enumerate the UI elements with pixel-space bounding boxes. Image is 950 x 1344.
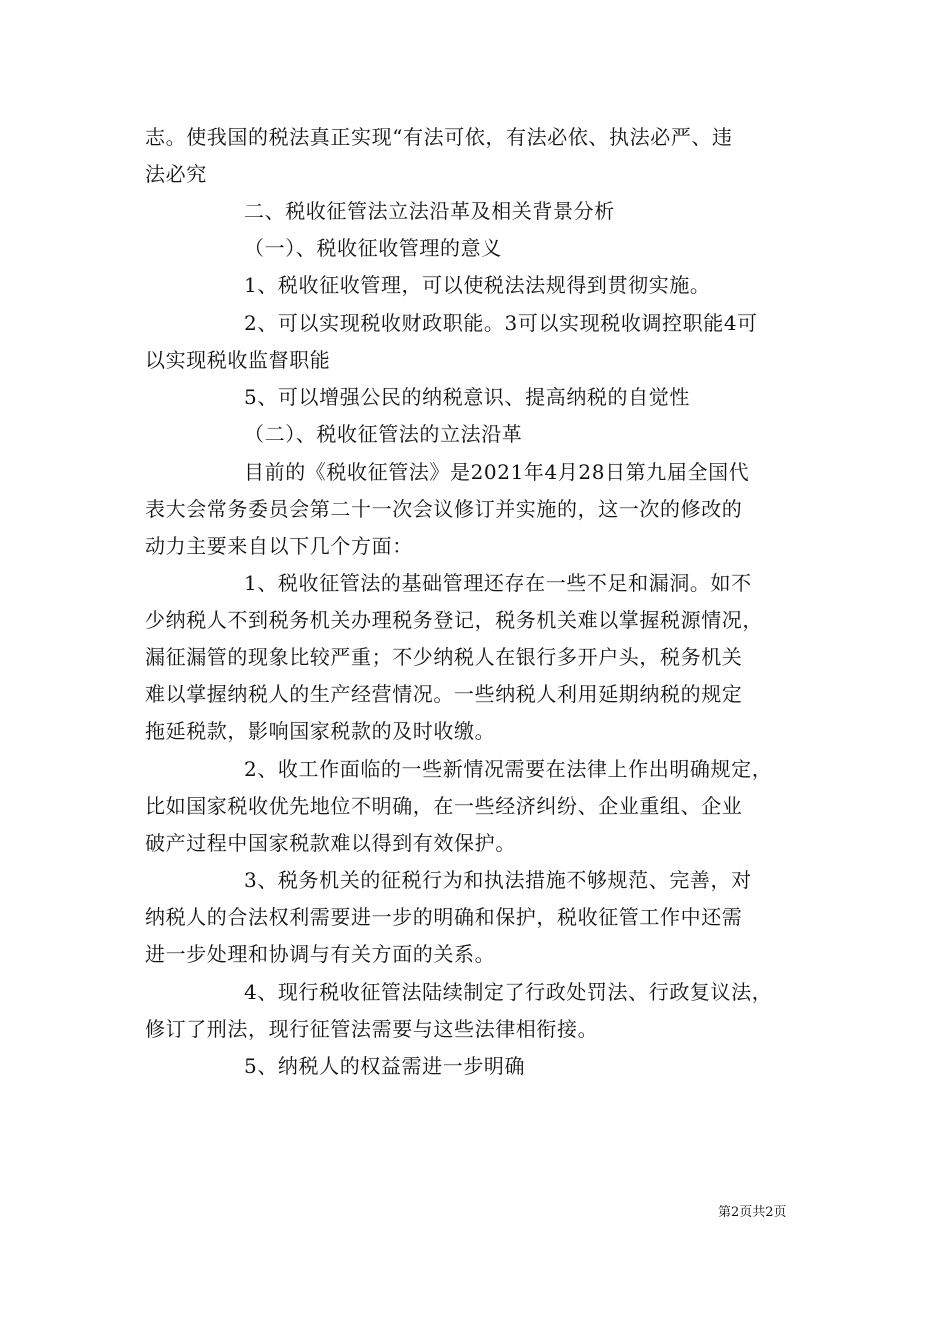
list-item: 5、可以增强公民的纳税意识、提高纳税的自觉性 (244, 385, 690, 409)
list-item: 5、纳税人的权益需进一步明确 (244, 1054, 526, 1078)
subsection-heading: （一）、税收征收管理的意义 (244, 236, 502, 260)
body-text-line: 难以掌握纳税人的生产经营情况。一些纳税人利用延期纳税的规定 (145, 682, 743, 706)
subsection-heading: （二）、税收征管法的立法沿革 (244, 422, 523, 446)
body-text-line: 表大会常务委员会第二十一次会议修订并实施的，这一次的修改的 (145, 497, 743, 521)
list-item: 1、税收征管法的基础管理还存在一些不足和漏洞。如不 (244, 571, 752, 595)
list-item: 1、税收征收管理，可以使税法法规得到贯彻实施。 (244, 273, 711, 297)
section-heading: 二、税收征管法立法沿革及相关背景分析 (244, 199, 615, 223)
paragraph-start: 目前的《税收征管法》是2021年4月28日第九届全国代 (244, 460, 750, 484)
body-text-line: 比如国家税收优先地位不明确，在一些经济纠纷、企业重组、企业 (145, 794, 743, 818)
body-text-line: 进一步处理和协调与有关方面的关系。 (145, 942, 496, 966)
body-text-line: 拖延税款，影响国家税款的及时收缴。 (145, 719, 496, 743)
body-text-line: 纳税人的合法权利需要进一步的明确和保护，税收征管工作中还需 (145, 905, 743, 929)
body-text-line: 修订了刑法，现行征管法需要与这些法律相衔接。 (145, 1017, 599, 1041)
body-text-line: 动力主要来自以下几个方面： (145, 534, 413, 558)
body-text-line: 破产过程中国家税款难以得到有效保护。 (145, 831, 516, 855)
list-item: 2、可以实现税收财政职能。3可以实现税收调控职能4可 (244, 311, 758, 335)
page-number-footer: 第2页共2页 (718, 1205, 787, 1220)
list-item: 2、收工作面临的一些新情况需要在法律上作出明确规定， (244, 757, 773, 781)
body-text-line: 漏征漏管的现象比较严重；不少纳税人在银行多开户头，税务机关 (145, 645, 743, 669)
list-item: 3、税务机关的征税行为和执法措施不够规范、完善，对 (244, 868, 752, 892)
body-text-line: 以实现税收监督职能 (145, 348, 331, 372)
body-text-line: 少纳税人不到税务机关办理税务登记，税务机关难以掌握税源情况， (145, 608, 763, 632)
body-text-line: 法必究 (145, 162, 207, 186)
body-text-line: 志。使我国的税法真正实现“有法可依，有法必依、执法必严、违 (145, 125, 733, 149)
list-item: 4、现行税收征管法陆续制定了行政处罚法、行政复议法， (244, 980, 773, 1004)
